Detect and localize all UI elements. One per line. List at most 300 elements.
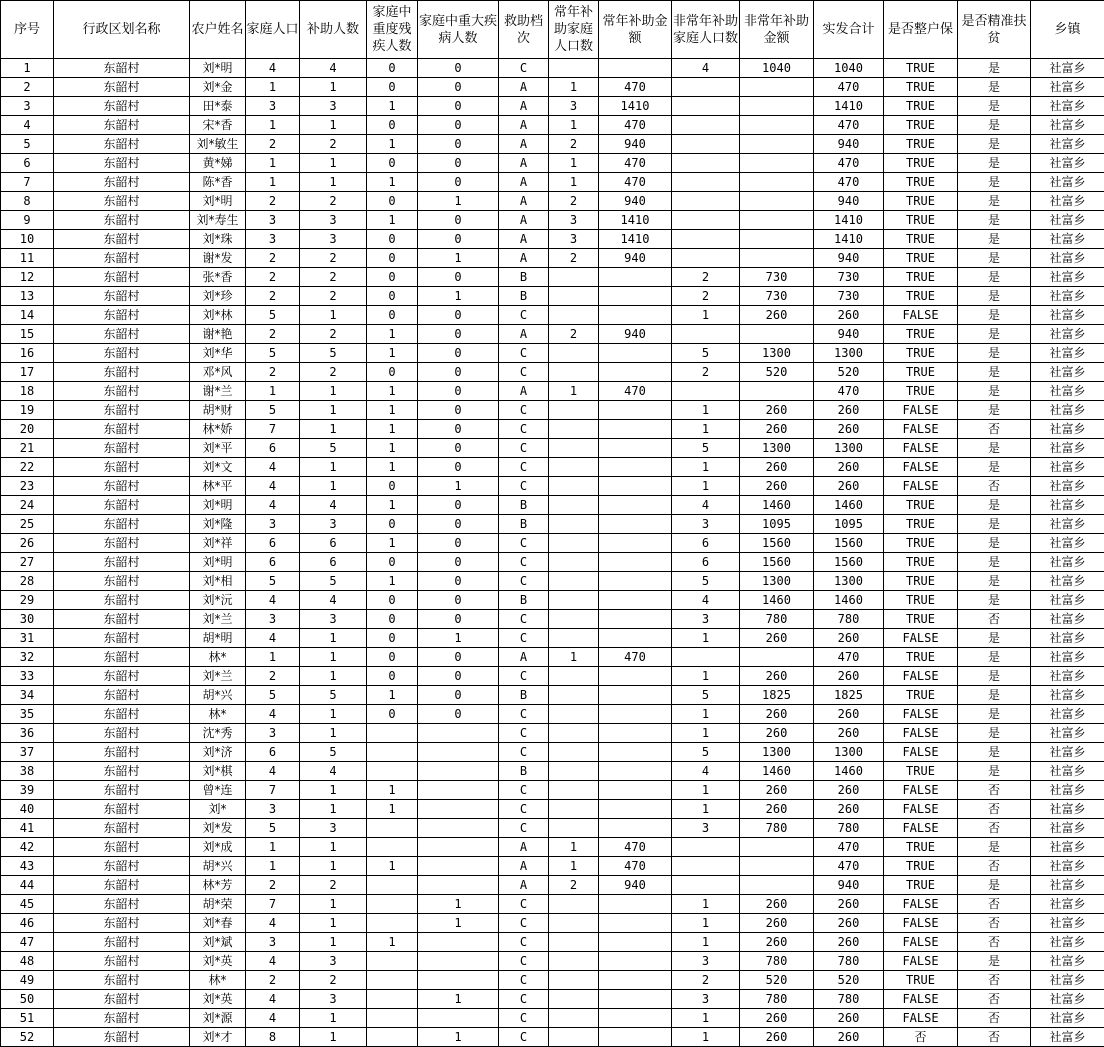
cell-family-size: 4 — [246, 990, 300, 1009]
cell-illness-count: 0 — [418, 59, 499, 78]
cell-whole-household: TRUE — [884, 59, 958, 78]
cell-region: 东韶村 — [54, 382, 190, 401]
cell-name: 刘*发 — [190, 819, 246, 838]
header-regular-amount: 常年补助金额 — [599, 1, 672, 59]
cell-poverty-target: 否 — [958, 1009, 1031, 1028]
cell-disabled-count: 0 — [367, 591, 418, 610]
header-tier: 救助档次 — [499, 1, 549, 59]
cell-poverty-target: 是 — [958, 211, 1031, 230]
cell-illness-count — [418, 971, 499, 990]
table-row — [1, 743, 1104, 762]
cell-disabled-count: 1 — [367, 800, 418, 819]
cell-name: 刘*明 — [190, 59, 246, 78]
cell-township: 社富乡 — [1031, 572, 1104, 591]
cell-seq: 19 — [1, 401, 54, 420]
cell-name: 刘*平 — [190, 439, 246, 458]
header-subsidized-count: 补助人数 — [300, 1, 367, 59]
cell-name: 胡*兴 — [190, 857, 246, 876]
cell-regular-amount: 470 — [599, 154, 672, 173]
cell-seq: 2 — [1, 78, 54, 97]
cell-subsidized-count: 2 — [300, 287, 367, 306]
cell-illness-count — [418, 819, 499, 838]
cell-name: 林* — [190, 648, 246, 667]
cell-irregular-persons — [672, 78, 740, 97]
cell-tier: A — [499, 230, 549, 249]
cell-subsidized-count: 4 — [300, 591, 367, 610]
cell-name: 刘*相 — [190, 572, 246, 591]
cell-whole-household: FALSE — [884, 743, 958, 762]
cell-regular-amount — [599, 344, 672, 363]
cell-region: 东韶村 — [54, 819, 190, 838]
cell-whole-household: TRUE — [884, 971, 958, 990]
cell-poverty-target: 是 — [958, 515, 1031, 534]
cell-township: 社富乡 — [1031, 363, 1104, 382]
cell-regular-amount — [599, 914, 672, 933]
cell-disabled-count: 1 — [367, 458, 418, 477]
cell-tier: C — [499, 933, 549, 952]
cell-subsidized-count: 1 — [300, 458, 367, 477]
cell-tier: A — [499, 211, 549, 230]
cell-subsidized-count: 6 — [300, 553, 367, 572]
cell-total: 520 — [814, 971, 884, 990]
cell-seq: 6 — [1, 154, 54, 173]
cell-seq: 40 — [1, 800, 54, 819]
cell-tier: C — [499, 971, 549, 990]
cell-tier: C — [499, 344, 549, 363]
cell-illness-count — [418, 876, 499, 895]
cell-tier: C — [499, 553, 549, 572]
cell-tier: C — [499, 59, 549, 78]
cell-irregular-amount — [740, 78, 814, 97]
cell-township: 社富乡 — [1031, 876, 1104, 895]
cell-region: 东韶村 — [54, 800, 190, 819]
cell-regular-persons — [549, 287, 599, 306]
cell-township: 社富乡 — [1031, 971, 1104, 990]
table-row — [1, 705, 1104, 724]
cell-regular-persons — [549, 439, 599, 458]
cell-family-size: 2 — [246, 192, 300, 211]
cell-region: 东韶村 — [54, 363, 190, 382]
cell-tier: C — [499, 990, 549, 1009]
cell-regular-persons — [549, 363, 599, 382]
cell-seq: 39 — [1, 781, 54, 800]
cell-irregular-amount: 780 — [740, 990, 814, 1009]
cell-region: 东韶村 — [54, 572, 190, 591]
cell-irregular-persons — [672, 249, 740, 268]
cell-region: 东韶村 — [54, 705, 190, 724]
cell-seq: 36 — [1, 724, 54, 743]
cell-tier: C — [499, 895, 549, 914]
cell-illness-count: 0 — [418, 705, 499, 724]
cell-irregular-persons: 1 — [672, 933, 740, 952]
cell-illness-count: 0 — [418, 344, 499, 363]
cell-illness-count: 0 — [418, 496, 499, 515]
table-row — [1, 762, 1104, 781]
cell-regular-amount: 470 — [599, 78, 672, 97]
cell-township: 社富乡 — [1031, 1009, 1104, 1028]
cell-family-size: 4 — [246, 458, 300, 477]
cell-poverty-target: 是 — [958, 154, 1031, 173]
cell-whole-household: TRUE — [884, 572, 958, 591]
cell-irregular-persons: 1 — [672, 667, 740, 686]
cell-total: 260 — [814, 914, 884, 933]
cell-whole-household: TRUE — [884, 838, 958, 857]
cell-disabled-count — [367, 1028, 418, 1047]
cell-irregular-amount: 260 — [740, 401, 814, 420]
cell-poverty-target: 否 — [958, 857, 1031, 876]
table-row — [1, 952, 1104, 971]
cell-family-size: 4 — [246, 496, 300, 515]
cell-irregular-persons — [672, 838, 740, 857]
cell-illness-count: 0 — [418, 534, 499, 553]
cell-regular-amount — [599, 952, 672, 971]
cell-family-size: 5 — [246, 686, 300, 705]
cell-tier: C — [499, 610, 549, 629]
cell-whole-household: FALSE — [884, 914, 958, 933]
cell-tier: B — [499, 268, 549, 287]
cell-tier: C — [499, 458, 549, 477]
cell-region: 东韶村 — [54, 610, 190, 629]
cell-whole-household: FALSE — [884, 1009, 958, 1028]
cell-subsidized-count: 2 — [300, 135, 367, 154]
cell-total: 940 — [814, 249, 884, 268]
cell-family-size: 1 — [246, 154, 300, 173]
cell-disabled-count: 1 — [367, 781, 418, 800]
cell-poverty-target: 是 — [958, 363, 1031, 382]
cell-subsidized-count: 3 — [300, 230, 367, 249]
cell-township: 社富乡 — [1031, 173, 1104, 192]
cell-name: 刘*才 — [190, 1028, 246, 1047]
cell-subsidized-count: 3 — [300, 819, 367, 838]
cell-region: 东韶村 — [54, 59, 190, 78]
cell-illness-count: 1 — [418, 990, 499, 1009]
cell-tier: C — [499, 534, 549, 553]
cell-regular-persons — [549, 914, 599, 933]
cell-seq: 49 — [1, 971, 54, 990]
cell-name: 刘*珠 — [190, 230, 246, 249]
cell-total: 1300 — [814, 344, 884, 363]
table-row — [1, 515, 1104, 534]
cell-region: 东韶村 — [54, 895, 190, 914]
cell-family-size: 5 — [246, 306, 300, 325]
cell-name: 张*香 — [190, 268, 246, 287]
cell-irregular-amount — [740, 211, 814, 230]
cell-name: 刘*明 — [190, 192, 246, 211]
cell-subsidized-count: 2 — [300, 876, 367, 895]
cell-total: 260 — [814, 724, 884, 743]
cell-irregular-amount: 1300 — [740, 572, 814, 591]
cell-region: 东韶村 — [54, 458, 190, 477]
cell-whole-household: TRUE — [884, 496, 958, 515]
cell-region: 东韶村 — [54, 211, 190, 230]
cell-tier: A — [499, 857, 549, 876]
cell-illness-count: 0 — [418, 667, 499, 686]
cell-irregular-amount — [740, 838, 814, 857]
cell-whole-household: 否 — [884, 1028, 958, 1047]
cell-family-size: 3 — [246, 515, 300, 534]
cell-regular-amount — [599, 762, 672, 781]
cell-township: 社富乡 — [1031, 857, 1104, 876]
cell-township: 社富乡 — [1031, 135, 1104, 154]
cell-total: 470 — [814, 116, 884, 135]
cell-regular-persons — [549, 268, 599, 287]
table-row — [1, 363, 1104, 382]
cell-family-size: 4 — [246, 629, 300, 648]
cell-poverty-target: 是 — [958, 287, 1031, 306]
cell-name: 曾*连 — [190, 781, 246, 800]
cell-name: 邓*风 — [190, 363, 246, 382]
cell-disabled-count — [367, 762, 418, 781]
cell-whole-household: FALSE — [884, 781, 958, 800]
cell-tier: B — [499, 515, 549, 534]
cell-whole-household: FALSE — [884, 705, 958, 724]
cell-poverty-target: 是 — [958, 306, 1031, 325]
cell-illness-count: 1 — [418, 629, 499, 648]
cell-whole-household: TRUE — [884, 230, 958, 249]
cell-seq: 4 — [1, 116, 54, 135]
cell-subsidized-count: 1 — [300, 838, 367, 857]
cell-whole-household: TRUE — [884, 135, 958, 154]
cell-total: 470 — [814, 154, 884, 173]
cell-subsidized-count: 3 — [300, 610, 367, 629]
cell-family-size: 5 — [246, 819, 300, 838]
cell-name: 胡*财 — [190, 401, 246, 420]
cell-regular-persons — [549, 819, 599, 838]
cell-irregular-amount: 260 — [740, 800, 814, 819]
cell-irregular-persons: 1 — [672, 724, 740, 743]
cell-family-size: 3 — [246, 800, 300, 819]
cell-illness-count: 0 — [418, 135, 499, 154]
cell-name: 刘*金 — [190, 78, 246, 97]
cell-illness-count — [418, 762, 499, 781]
cell-regular-amount: 1410 — [599, 230, 672, 249]
cell-seq: 16 — [1, 344, 54, 363]
table-row — [1, 78, 1104, 97]
table-row — [1, 895, 1104, 914]
cell-regular-amount — [599, 724, 672, 743]
table-row — [1, 97, 1104, 116]
cell-regular-amount — [599, 667, 672, 686]
cell-whole-household: FALSE — [884, 439, 958, 458]
cell-subsidized-count: 4 — [300, 59, 367, 78]
cell-seq: 42 — [1, 838, 54, 857]
cell-total: 470 — [814, 382, 884, 401]
cell-illness-count: 0 — [418, 78, 499, 97]
cell-illness-count — [418, 724, 499, 743]
cell-poverty-target: 是 — [958, 553, 1031, 572]
cell-irregular-persons — [672, 325, 740, 344]
cell-subsidized-count: 1 — [300, 857, 367, 876]
cell-township: 社富乡 — [1031, 933, 1104, 952]
cell-family-size: 1 — [246, 78, 300, 97]
cell-irregular-amount: 260 — [740, 477, 814, 496]
cell-family-size: 4 — [246, 705, 300, 724]
table-body — [1, 59, 1104, 1047]
cell-total: 260 — [814, 629, 884, 648]
cell-regular-amount — [599, 477, 672, 496]
cell-region: 东韶村 — [54, 781, 190, 800]
cell-seq: 24 — [1, 496, 54, 515]
cell-regular-persons — [549, 667, 599, 686]
cell-total: 470 — [814, 173, 884, 192]
cell-total: 1300 — [814, 743, 884, 762]
cell-name: 刘*源 — [190, 1009, 246, 1028]
cell-total: 1410 — [814, 230, 884, 249]
cell-whole-household: TRUE — [884, 686, 958, 705]
cell-irregular-persons: 6 — [672, 534, 740, 553]
cell-tier: C — [499, 724, 549, 743]
cell-irregular-persons — [672, 154, 740, 173]
cell-township: 社富乡 — [1031, 762, 1104, 781]
cell-disabled-count: 0 — [367, 648, 418, 667]
cell-total: 260 — [814, 1028, 884, 1047]
cell-regular-persons — [549, 971, 599, 990]
cell-illness-count: 0 — [418, 591, 499, 610]
cell-name: 刘*寿生 — [190, 211, 246, 230]
cell-family-size: 5 — [246, 344, 300, 363]
table-row — [1, 572, 1104, 591]
cell-irregular-amount — [740, 97, 814, 116]
cell-irregular-amount — [740, 249, 814, 268]
cell-total: 940 — [814, 325, 884, 344]
cell-region: 东韶村 — [54, 534, 190, 553]
cell-total: 1095 — [814, 515, 884, 534]
cell-regular-amount: 470 — [599, 173, 672, 192]
cell-name: 刘*明 — [190, 496, 246, 515]
cell-name: 陈*香 — [190, 173, 246, 192]
cell-poverty-target: 否 — [958, 610, 1031, 629]
cell-irregular-amount: 780 — [740, 952, 814, 971]
cell-total: 260 — [814, 306, 884, 325]
cell-tier: C — [499, 401, 549, 420]
cell-subsidized-count: 1 — [300, 914, 367, 933]
cell-regular-persons — [549, 477, 599, 496]
header-total: 实发合计 — [814, 1, 884, 59]
cell-tier: A — [499, 116, 549, 135]
cell-total: 260 — [814, 401, 884, 420]
cell-poverty-target: 是 — [958, 249, 1031, 268]
cell-subsidized-count: 4 — [300, 496, 367, 515]
cell-regular-persons: 1 — [549, 838, 599, 857]
table-row — [1, 249, 1104, 268]
cell-region: 东韶村 — [54, 268, 190, 287]
cell-irregular-persons: 2 — [672, 268, 740, 287]
cell-regular-amount — [599, 572, 672, 591]
cell-illness-count: 0 — [418, 211, 499, 230]
cell-tier: A — [499, 78, 549, 97]
cell-regular-persons: 2 — [549, 135, 599, 154]
cell-irregular-amount: 260 — [740, 914, 814, 933]
cell-township: 社富乡 — [1031, 78, 1104, 97]
cell-irregular-amount: 260 — [740, 705, 814, 724]
cell-whole-household: FALSE — [884, 895, 958, 914]
cell-total: 730 — [814, 287, 884, 306]
cell-poverty-target: 是 — [958, 97, 1031, 116]
cell-family-size: 2 — [246, 363, 300, 382]
cell-irregular-persons: 6 — [672, 553, 740, 572]
cell-family-size: 3 — [246, 97, 300, 116]
cell-irregular-amount: 260 — [740, 306, 814, 325]
cell-family-size: 2 — [246, 135, 300, 154]
cell-irregular-persons — [672, 116, 740, 135]
cell-township: 社富乡 — [1031, 553, 1104, 572]
cell-disabled-count — [367, 914, 418, 933]
cell-regular-amount — [599, 990, 672, 1009]
cell-disabled-count: 1 — [367, 97, 418, 116]
cell-irregular-persons — [672, 211, 740, 230]
cell-whole-household: TRUE — [884, 762, 958, 781]
cell-regular-persons: 1 — [549, 648, 599, 667]
cell-total: 940 — [814, 192, 884, 211]
cell-illness-count: 1 — [418, 914, 499, 933]
table-row — [1, 990, 1104, 1009]
cell-illness-count: 1 — [418, 249, 499, 268]
cell-seq: 51 — [1, 1009, 54, 1028]
cell-illness-count — [418, 952, 499, 971]
cell-region: 东韶村 — [54, 192, 190, 211]
cell-total: 470 — [814, 78, 884, 97]
cell-name: 林*芳 — [190, 876, 246, 895]
cell-regular-amount: 1410 — [599, 97, 672, 116]
cell-region: 东韶村 — [54, 667, 190, 686]
cell-poverty-target: 是 — [958, 230, 1031, 249]
cell-township: 社富乡 — [1031, 781, 1104, 800]
table-row — [1, 192, 1104, 211]
cell-name: 刘*棋 — [190, 762, 246, 781]
cell-region: 东韶村 — [54, 116, 190, 135]
cell-family-size: 2 — [246, 971, 300, 990]
cell-family-size: 3 — [246, 610, 300, 629]
cell-poverty-target: 是 — [958, 401, 1031, 420]
cell-disabled-count: 1 — [367, 173, 418, 192]
cell-township: 社富乡 — [1031, 268, 1104, 287]
cell-family-size: 4 — [246, 1009, 300, 1028]
cell-regular-amount — [599, 591, 672, 610]
cell-illness-count: 0 — [418, 610, 499, 629]
header-disabled-count: 家庭中重度残疾人数 — [367, 1, 418, 59]
cell-poverty-target: 是 — [958, 268, 1031, 287]
cell-disabled-count: 0 — [367, 363, 418, 382]
cell-seq: 34 — [1, 686, 54, 705]
cell-region: 东韶村 — [54, 249, 190, 268]
cell-region: 东韶村 — [54, 401, 190, 420]
cell-regular-amount: 1410 — [599, 211, 672, 230]
cell-illness-count: 0 — [418, 439, 499, 458]
cell-name: 刘*林 — [190, 306, 246, 325]
cell-whole-household: TRUE — [884, 211, 958, 230]
table-row — [1, 59, 1104, 78]
cell-name: 谢*兰 — [190, 382, 246, 401]
cell-regular-persons — [549, 990, 599, 1009]
cell-subsidized-count: 1 — [300, 1028, 367, 1047]
cell-family-size: 2 — [246, 667, 300, 686]
cell-regular-persons — [549, 496, 599, 515]
cell-subsidized-count: 1 — [300, 1009, 367, 1028]
cell-name: 胡*明 — [190, 629, 246, 648]
cell-subsidized-count: 1 — [300, 724, 367, 743]
cell-irregular-persons — [672, 648, 740, 667]
cell-total: 940 — [814, 135, 884, 154]
header-regular-persons: 常年补助家庭人口数 — [549, 1, 599, 59]
cell-irregular-amount — [740, 135, 814, 154]
cell-name: 刘*春 — [190, 914, 246, 933]
cell-region: 东韶村 — [54, 439, 190, 458]
cell-irregular-amount: 260 — [740, 629, 814, 648]
cell-irregular-persons: 1 — [672, 629, 740, 648]
cell-subsidized-count: 3 — [300, 211, 367, 230]
header-illness-count: 家庭中重大疾病人数 — [418, 1, 499, 59]
cell-tier: C — [499, 306, 549, 325]
